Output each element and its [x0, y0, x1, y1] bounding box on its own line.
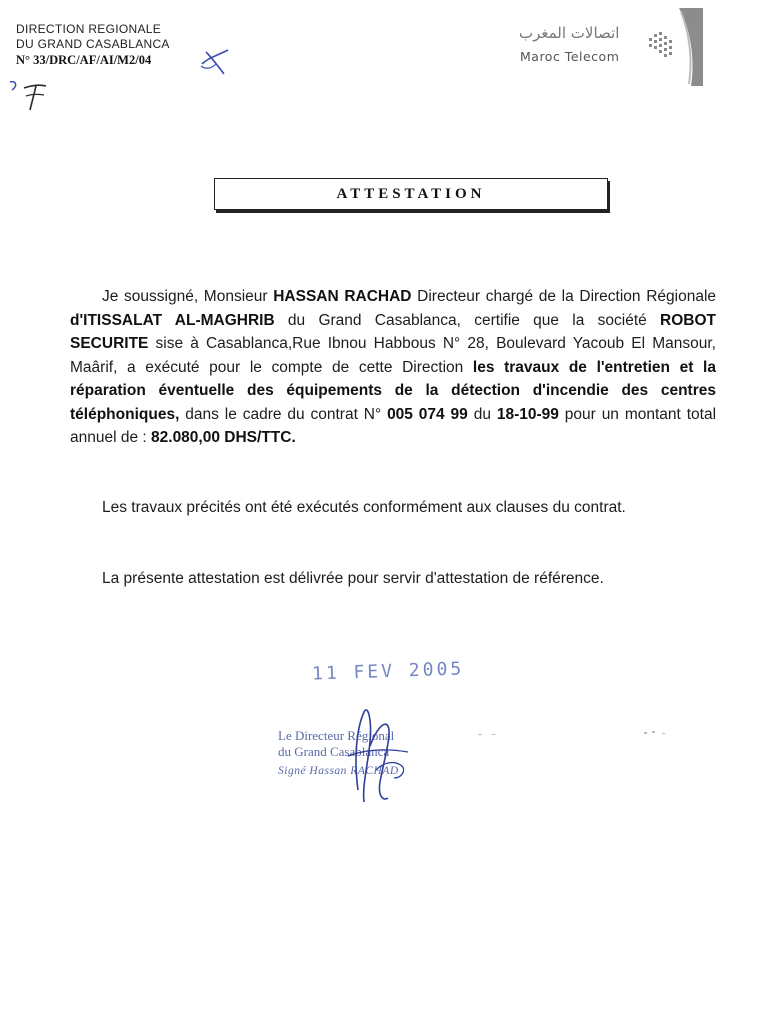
- reference-number: N° 33/DRC/AF/AI/M2/04: [16, 53, 152, 67]
- title-box: [214, 178, 608, 210]
- logo-name-text: Maroc Telecom: [520, 49, 620, 64]
- p2-text: Les travaux précités ont été exécutés conformément aux clauses du contrat.: [102, 499, 626, 516]
- document-title: ATTESTATION: [336, 185, 486, 202]
- organization-name: d'ITISSALAT AL-MAGHRIB: [70, 311, 275, 329]
- scan-specks: [472, 728, 672, 740]
- contract-date: 18-10-99: [496, 405, 559, 423]
- p1-text-6: du: [467, 405, 497, 423]
- p1-text-2: Directeur chargé de la Direction Régionale: [411, 288, 717, 305]
- issuer-header: [16, 22, 170, 68]
- p1-text-4: sise à Casablanca,Rue Ibnou Habbous N° 28, Boulevard Yacoub El Mansour, Maârif, a exécuté pour le compte de cette Direction: [70, 335, 716, 376]
- pen-cross-mark: [198, 44, 234, 78]
- purpose-paragraph: [70, 567, 716, 591]
- company-name: ROBOT SECURITE: [70, 311, 716, 352]
- stamp-date: 11 FEV 2005: [311, 658, 465, 685]
- p1-text-7: pour un montant total annuel de :: [70, 405, 717, 446]
- logo-dots-icon: [647, 28, 675, 68]
- issuer-line-2: DU GRAND CASABLANCA: [16, 37, 170, 51]
- p1-text-3: du Grand Casablanca, certifie que la société: [274, 311, 661, 329]
- works-description: les travaux de l'entretien et la réparation éventuelle des équipements de la détection d'incendie des centres téléphoniques,: [70, 358, 716, 423]
- total-amount: 82.080,00 DHS/TTC.: [151, 429, 296, 446]
- p3-text: La présente attestation est délivrée pour servir d'attestation de référence.: [102, 570, 604, 587]
- signatory-title-1: Le Directeur Régional: [278, 728, 395, 743]
- pen-initial-mark: [4, 78, 54, 114]
- issuer-line-1: DIRECTION REGIONALE: [16, 22, 162, 36]
- contract-number: 005 074 99: [387, 405, 468, 423]
- signatory-title-2: du Grand Casablanca: [278, 744, 390, 759]
- compliance-paragraph: [70, 496, 716, 520]
- signatory-name: Signé Hassan RACHAD: [278, 765, 399, 777]
- p1-text-1: Je soussigné, Monsieur: [102, 288, 274, 305]
- p1-text-5: dans le cadre du contrat N°: [179, 405, 388, 423]
- logo-arabic-text: اتصالات المغرب: [519, 24, 620, 42]
- director-name: HASSAN RACHAD: [273, 288, 412, 305]
- handwritten-signature: [318, 690, 438, 810]
- maroc-telecom-logo: [515, 8, 705, 88]
- logo-swoosh-icon: [673, 8, 705, 88]
- main-paragraph: [70, 285, 716, 450]
